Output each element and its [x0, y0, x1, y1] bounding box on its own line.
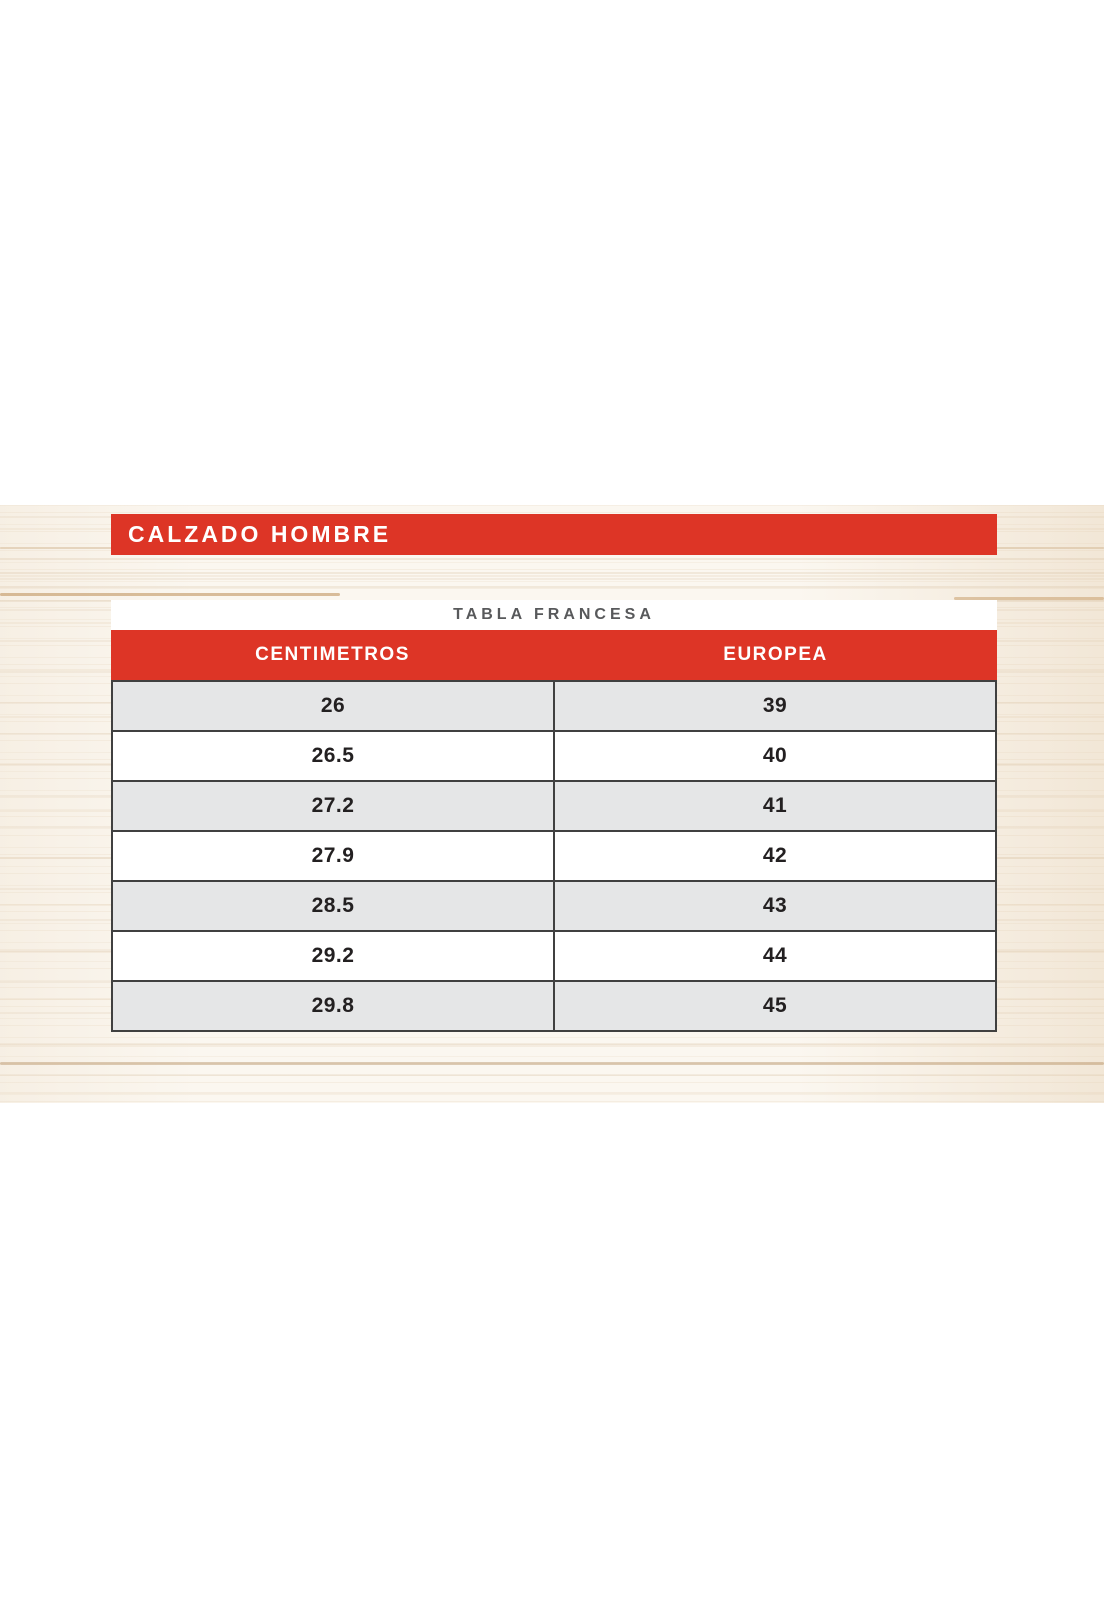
table-body [111, 680, 997, 1032]
table-row [113, 780, 995, 830]
centimeters-cell: 29.2 [113, 932, 555, 980]
centimeters-cell: 27.9 [113, 832, 555, 880]
wood-grain-streak [0, 1062, 1104, 1065]
table-header-row [111, 630, 997, 680]
wood-grain-streak [0, 593, 340, 596]
table-row [113, 980, 995, 1030]
table-subtitle: TABLA FRANCESA [453, 606, 655, 623]
size-chart-card [111, 600, 997, 1032]
europea-cell: 39 [762, 694, 788, 717]
column-header-europea: EUROPEA [723, 644, 828, 665]
table-row [113, 682, 995, 730]
centimeters-cell: 26 [113, 682, 555, 730]
centimeters-cell: 26.5 [113, 732, 555, 780]
centimeters-cell: 27.2 [113, 782, 555, 830]
centimeters-cell: 29.8 [113, 982, 555, 1030]
table-subtitle-bar [111, 600, 997, 630]
category-banner [111, 514, 997, 555]
column-header-centimetros: CENTIMETROS [255, 644, 410, 665]
europea-cell: 43 [762, 894, 788, 917]
europea-cell: 42 [762, 844, 788, 867]
europea-cell: 44 [762, 944, 788, 967]
table-row [113, 830, 995, 880]
category-title: CALZADO HOMBRE [128, 521, 392, 547]
europea-cell: 41 [762, 794, 788, 817]
table-row [113, 930, 995, 980]
europea-cell: 40 [762, 744, 788, 767]
table-row [113, 730, 995, 780]
europea-cell: 45 [762, 994, 788, 1017]
centimeters-cell: 28.5 [113, 882, 555, 930]
table-row [113, 880, 995, 930]
